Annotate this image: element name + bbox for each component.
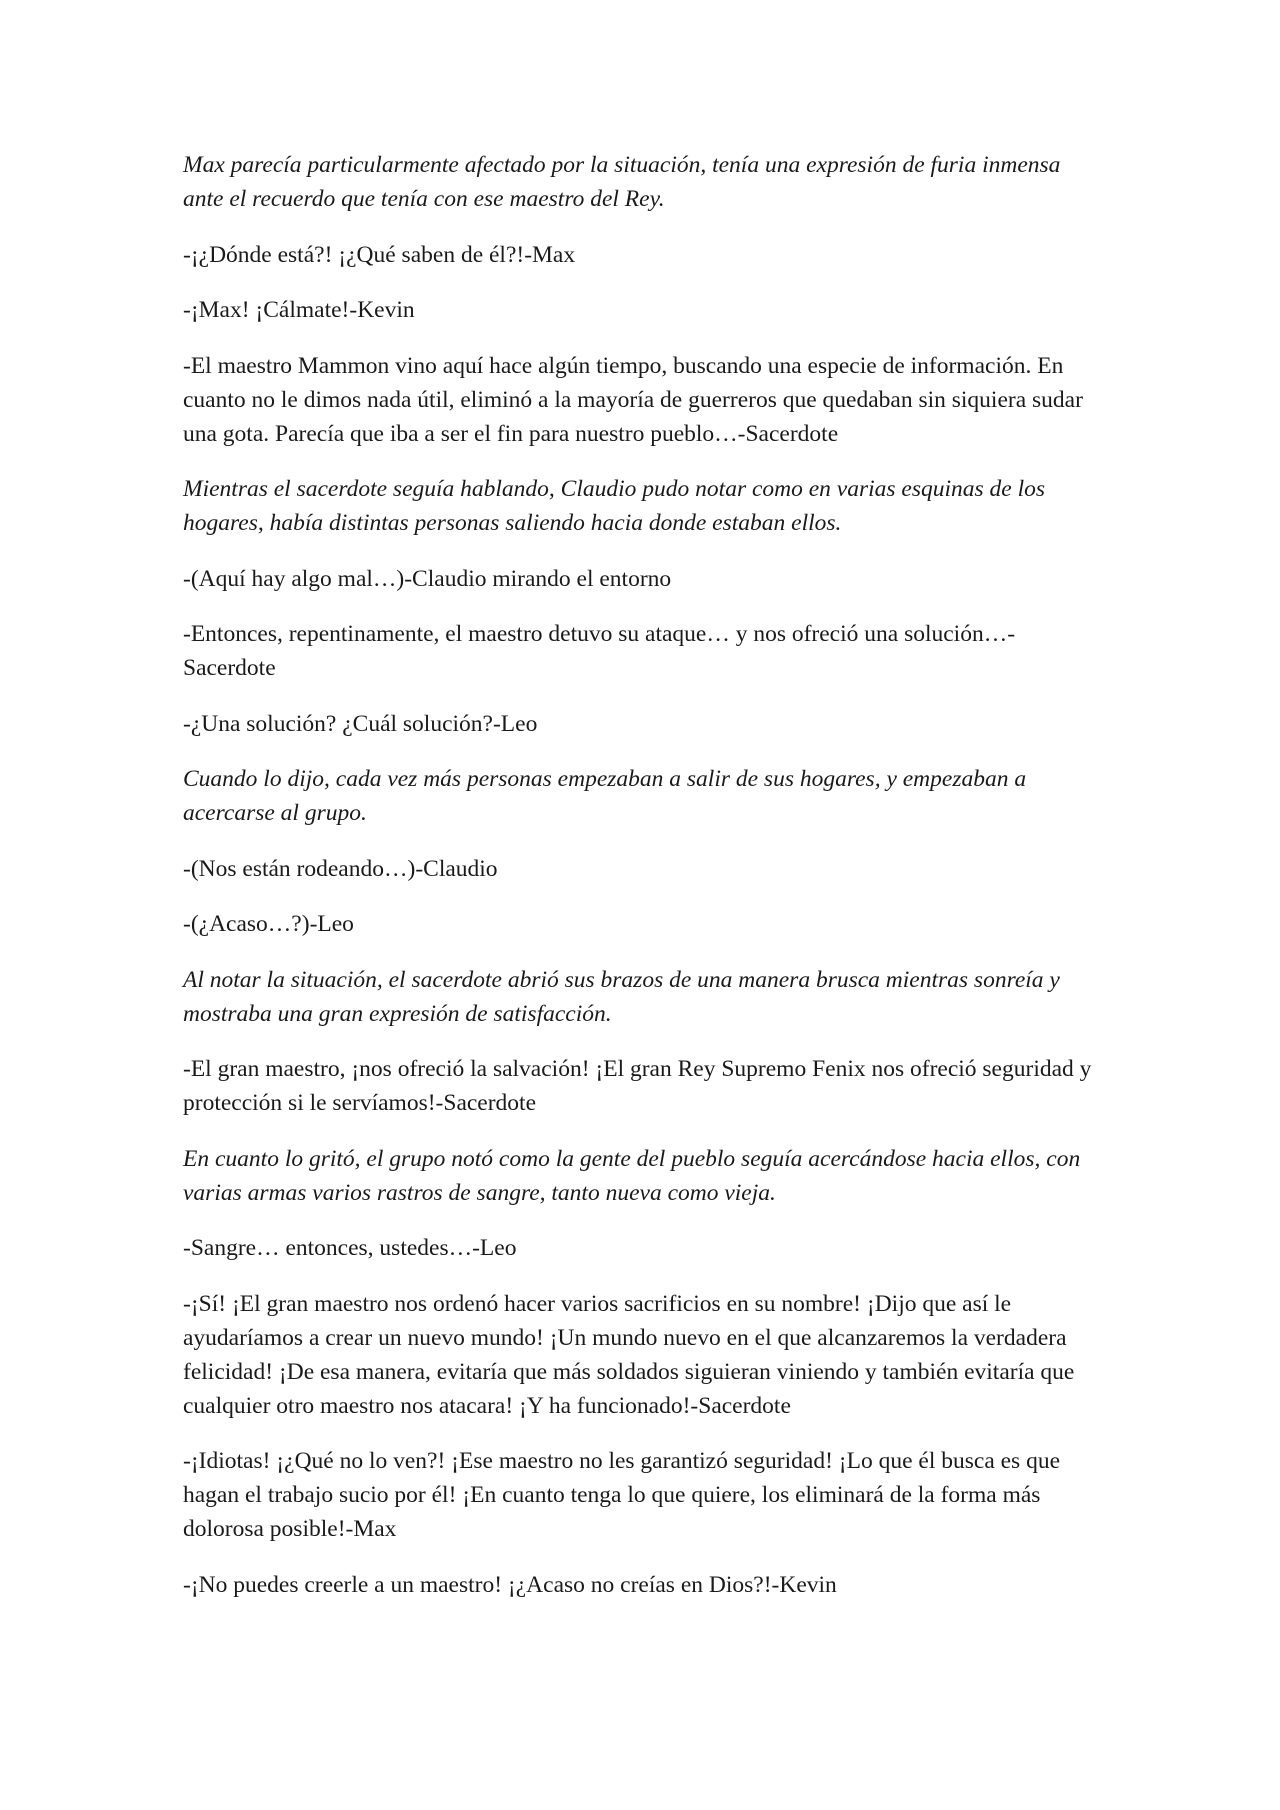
narration-paragraph: Al notar la situación, el sacerdote abrió sus brazos de una manera brusca mientras sonreía y mostraba una gran expresión de satisfacción. [183,966,1060,1027]
dialogue-paragraph: -¡¿Dónde está?! ¡¿Qué saben de él?!-Max [183,241,576,268]
dialogue-paragraph: -(¿Acaso…?)-Leo [183,911,354,937]
dialogue-paragraph: -(Nos están rodeando…)-Claudio [183,855,498,882]
dialogue-paragraph: -Sangre… entonces, ustedes…-Leo [183,1235,517,1261]
dialogue-paragraph: -¿Una solución? ¿Cuál solución?-Leo [183,710,538,737]
dialogue-paragraph: -¡No puedes creerle a un maestro! ¡¿Acaso no creías en Dios?!-Kevin [183,1571,837,1598]
dialogue-paragraph: -El gran maestro, ¡nos ofreció la salvación! ¡El gran Rey Supremo Fenix nos ofreció seguridad y protección si le servíamos!-Sacerdote [183,1056,1092,1116]
dialogue-paragraph: -Entonces, repentinamente, el maestro detuvo su ataque… y nos ofreció una solución…-Sacerdote [183,621,1016,681]
dialogue-paragraph: -¡Max! ¡Cálmate!-Kevin [183,297,415,323]
narration-paragraph: En cuanto lo gritó, el grupo notó como la gente del pueblo seguía acercándose hacia ellos, con varias armas varios rastros de sangre, tanto nueva como vieja. [183,1145,1081,1206]
dialogue-paragraph: -El maestro Mammon vino aquí hace algún tiempo, buscando una especie de información. En cuanto no le dimos nada útil, eliminó a la mayoría de guerreros que quedaban sin siquiera sudar una gota. Parecía que iba a ser el fin para nuestro pueblo…-Sacerdote [183,352,1083,447]
document-page [183,148,1098,1623]
narration-paragraph: Max parecía particularmente afectado por la situación, tenía una expresión de furia inmensa ante el recuerdo que tenía con ese maestro del Rey. [183,152,1061,212]
dialogue-paragraph: -¡Idiotas! ¡¿Qué no lo ven?! ¡Ese maestro no les garantizó seguridad! ¡Lo que él busca es que hagan el trabajo sucio por él! ¡En cuanto tenga lo que quiere, los eliminará de la forma más dolorosa posible!-Max [183,1448,1061,1542]
dialogue-paragraph: -(Aquí hay algo mal…)-Claudio mirando el entorno [183,565,672,592]
narration-paragraph: Cuando lo dijo, cada vez más personas empezaban a salir de sus hogares, y empezaban a acercarse al grupo. [183,766,1027,826]
narration-paragraph: Mientras el sacerdote seguía hablando, Claudio pudo notar como en varias esquinas de los hogares, había distintas personas saliendo hacia donde estaban ellos. [183,476,1046,536]
dialogue-paragraph: -¡Sí! ¡El gran maestro nos ordenó hacer varios sacrificios en su nombre! ¡Dijo que así le ayudaríamos a crear un nuevo mundo! ¡Un mundo nuevo en el que alcanzaremos la verdadera felicidad! ¡De esa manera, evitaría que más soldados siguieran viniendo y también evitaría que cualquier otro maestro nos atacara! ¡Y ha funcionado!-Sacerdote [183,1290,1075,1419]
